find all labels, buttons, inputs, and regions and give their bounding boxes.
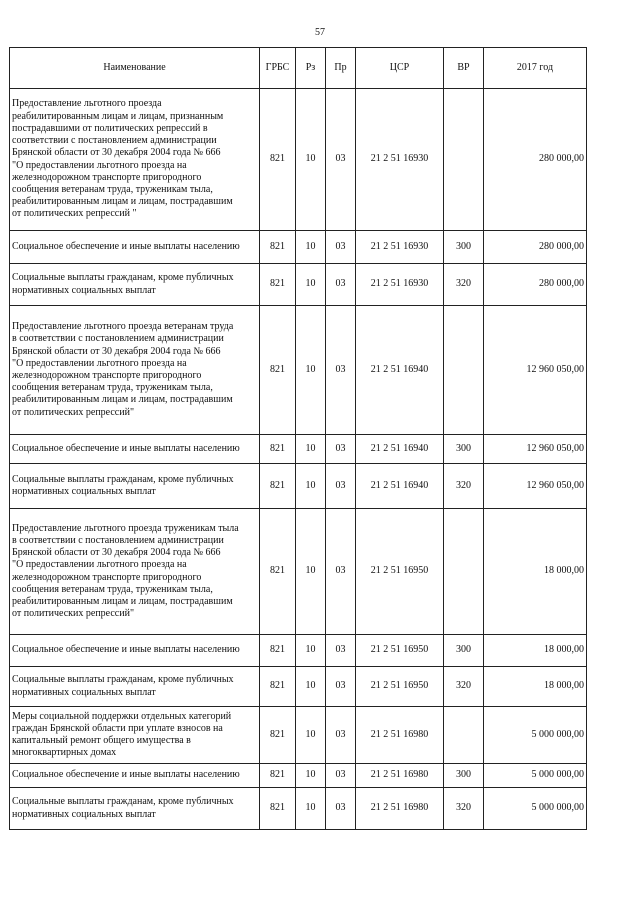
cell-rz: 10	[296, 264, 326, 306]
header-pr: Пр	[326, 48, 356, 89]
cell-pr: 03	[326, 435, 356, 464]
cell-vr: 320	[444, 464, 484, 509]
cell-csr: 21 2 51 16950	[356, 667, 444, 707]
cell-vr: 300	[444, 764, 484, 788]
cell-amount: 5 000 000,00	[484, 788, 587, 830]
cell-pr: 03	[326, 231, 356, 264]
cell-csr: 21 2 51 16980	[356, 707, 444, 764]
cell-amount: 12 960 050,00	[484, 306, 587, 435]
table-row	[10, 788, 587, 830]
header-grbs: ГРБС	[260, 48, 296, 89]
table-row	[10, 707, 587, 764]
budget-table	[9, 47, 587, 830]
cell-grbs: 821	[260, 764, 296, 788]
table-row	[10, 509, 587, 635]
cell-name: Социальное обеспечение и иные выплаты населению	[10, 764, 260, 788]
cell-pr: 03	[326, 764, 356, 788]
cell-amount: 12 960 050,00	[484, 435, 587, 464]
cell-name: Социальные выплаты гражданам, кроме публичных нормативных социальных выплат	[10, 667, 260, 707]
cell-grbs: 821	[260, 89, 296, 231]
cell-name: Социальные выплаты гражданам, кроме публичных нормативных социальных выплат	[10, 788, 260, 830]
cell-name: Предоставление льготного проезда реабилитированным лицам и лицам, признанным пострадавшими от политических репрессий в соответствии с постановлением администрации Брянской области от 30 декабря 2004 года № 666 "О предоставлении льготного проезда на железнодорожном транспорте пригородного сообщения ветеранам труда, труженикам тыла, реабилитированным лицам и лицам, пострадавшим от политических репрессий "	[10, 89, 260, 231]
cell-csr: 21 2 51 16950	[356, 635, 444, 667]
cell-csr: 21 2 51 16950	[356, 509, 444, 635]
cell-pr: 03	[326, 306, 356, 435]
cell-rz: 10	[296, 788, 326, 830]
cell-grbs: 821	[260, 635, 296, 667]
table-row	[10, 667, 587, 707]
cell-pr: 03	[326, 707, 356, 764]
cell-rz: 10	[296, 667, 326, 707]
cell-amount: 12 960 050,00	[484, 464, 587, 509]
cell-rz: 10	[296, 231, 326, 264]
cell-pr: 03	[326, 788, 356, 830]
cell-amount: 280 000,00	[484, 264, 587, 306]
cell-amount: 18 000,00	[484, 635, 587, 667]
cell-rz: 10	[296, 435, 326, 464]
cell-name: Предоставление льготного проезда ветеранам труда в соответствии с постановлением администрации Брянской области от 30 декабря 2004 года № 666 "О предоставлении льготного проезда на железнодорожном транспорте пригородного сообщения ветеранам труда, труженикам тыла, реабилитированным лицам и лицам, пострадавшим от политических репрессий"	[10, 306, 260, 435]
cell-csr: 21 2 51 16930	[356, 264, 444, 306]
header-year: 2017 год	[484, 48, 587, 89]
cell-name: Социальное обеспечение и иные выплаты населению	[10, 435, 260, 464]
cell-csr: 21 2 51 16930	[356, 231, 444, 264]
cell-name: Предоставление льготного проезда труженикам тыла в соответствии с постановлением администрации Брянской области от 30 декабря 2004 года № 666 "О предоставлении льготного проезда на железнодорожном транспорте пригородного сообщения ветеранам труда, труженикам тыла, реабилитированным лицам и лицам, пострадавшим от политических репрессий"	[10, 509, 260, 635]
cell-grbs: 821	[260, 667, 296, 707]
cell-rz: 10	[296, 635, 326, 667]
cell-pr: 03	[326, 509, 356, 635]
cell-vr	[444, 509, 484, 635]
cell-vr: 300	[444, 435, 484, 464]
cell-csr: 21 2 51 16940	[356, 306, 444, 435]
cell-pr: 03	[326, 89, 356, 231]
cell-grbs: 821	[260, 509, 296, 635]
cell-amount: 18 000,00	[484, 667, 587, 707]
cell-vr: 320	[444, 264, 484, 306]
cell-amount: 5 000 000,00	[484, 707, 587, 764]
cell-vr	[444, 89, 484, 231]
cell-grbs: 821	[260, 464, 296, 509]
cell-amount: 280 000,00	[484, 89, 587, 231]
cell-amount: 280 000,00	[484, 231, 587, 264]
cell-vr	[444, 306, 484, 435]
cell-rz: 10	[296, 764, 326, 788]
table-row	[10, 764, 587, 788]
cell-csr: 21 2 51 16940	[356, 464, 444, 509]
cell-csr: 21 2 51 16930	[356, 89, 444, 231]
cell-amount: 18 000,00	[484, 509, 587, 635]
cell-rz: 10	[296, 89, 326, 231]
cell-grbs: 821	[260, 707, 296, 764]
cell-vr: 320	[444, 788, 484, 830]
cell-pr: 03	[326, 667, 356, 707]
cell-csr: 21 2 51 16980	[356, 764, 444, 788]
cell-name: Социальное обеспечение и иные выплаты населению	[10, 635, 260, 667]
cell-grbs: 821	[260, 435, 296, 464]
table-row	[10, 464, 587, 509]
cell-grbs: 821	[260, 788, 296, 830]
table-row	[10, 435, 587, 464]
header-vr: ВР	[444, 48, 484, 89]
cell-name: Социальное обеспечение и иные выплаты населению	[10, 231, 260, 264]
header-rz: Рз	[296, 48, 326, 89]
cell-name: Меры социальной поддержки отдельных категорий граждан Брянской области при уплате взносов на капитальный ремонт общего имущества в многоквартирных домах	[10, 707, 260, 764]
cell-amount: 5 000 000,00	[484, 764, 587, 788]
cell-grbs: 821	[260, 264, 296, 306]
table-row	[10, 231, 587, 264]
cell-grbs: 821	[260, 231, 296, 264]
cell-csr: 21 2 51 16980	[356, 788, 444, 830]
table-row	[10, 635, 587, 667]
cell-rz: 10	[296, 464, 326, 509]
cell-name: Социальные выплаты гражданам, кроме публичных нормативных социальных выплат	[10, 464, 260, 509]
cell-vr	[444, 707, 484, 764]
cell-vr: 320	[444, 667, 484, 707]
cell-rz: 10	[296, 707, 326, 764]
page-number: 57	[315, 27, 325, 38]
table-row	[10, 306, 587, 435]
cell-pr: 03	[326, 464, 356, 509]
cell-rz: 10	[296, 509, 326, 635]
header-csr: ЦСР	[356, 48, 444, 89]
cell-pr: 03	[326, 635, 356, 667]
table-header-row	[10, 48, 587, 89]
cell-name: Социальные выплаты гражданам, кроме публичных нормативных социальных выплат	[10, 264, 260, 306]
cell-vr: 300	[444, 231, 484, 264]
table-row	[10, 89, 587, 231]
header-name: Наименование	[10, 48, 260, 89]
table-row	[10, 264, 587, 306]
cell-pr: 03	[326, 264, 356, 306]
cell-vr: 300	[444, 635, 484, 667]
cell-grbs: 821	[260, 306, 296, 435]
cell-rz: 10	[296, 306, 326, 435]
cell-csr: 21 2 51 16940	[356, 435, 444, 464]
